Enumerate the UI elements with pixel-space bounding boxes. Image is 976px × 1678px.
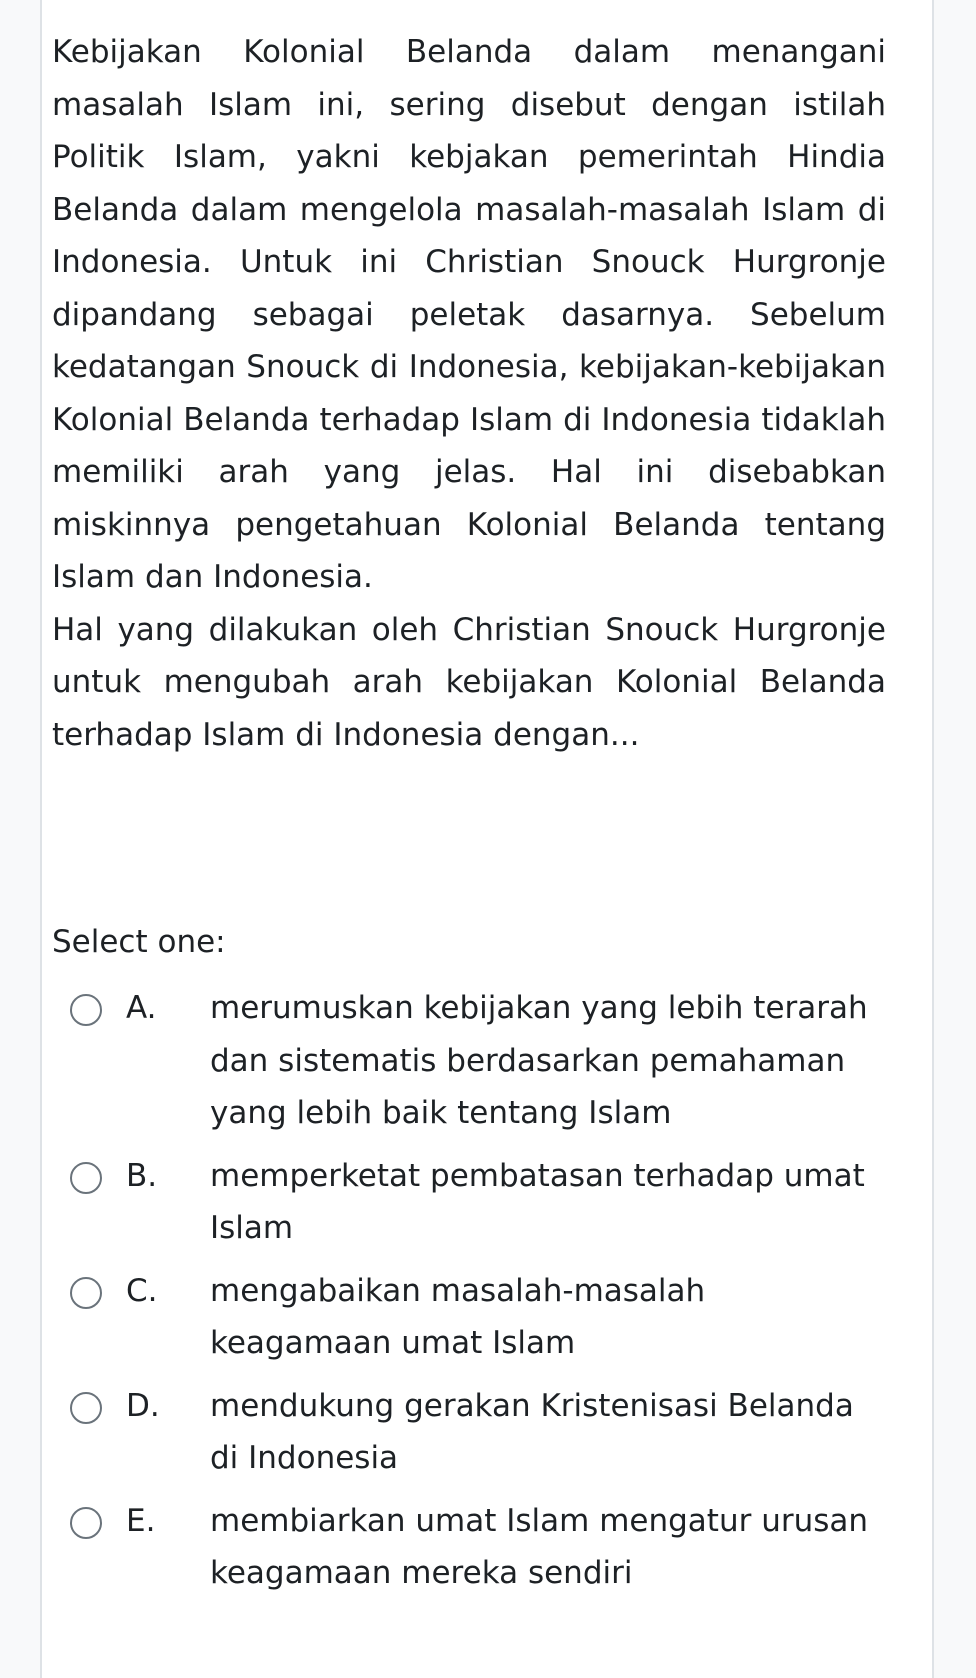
question-paragraph-ask: Hal yang dilakukan oleh Christian Snouck Hurgronje untuk mengubah arah kebijakan Kolonial Belanda terhadap Islam di Indonesia dengan... bbox=[52, 611, 886, 753]
radio-button-e[interactable] bbox=[70, 1507, 102, 1539]
option-b[interactable] bbox=[70, 1150, 870, 1255]
option-text-d: mendukung gerakan Kristenisasi Belanda di Indonesia bbox=[210, 1387, 854, 1476]
option-text-c: mengabaikan masalah-masalah keagamaan umat Islam bbox=[210, 1272, 706, 1361]
option-c[interactable] bbox=[70, 1265, 870, 1370]
radio-button-a[interactable] bbox=[70, 994, 102, 1026]
question-text bbox=[52, 26, 886, 761]
question-paragraph-context: Kebijakan Kolonial Belanda dalam menangani masalah Islam ini, sering disebut dengan istilah Politik Islam, yakni kebjakan pemerintah Hindia Belanda dalam mengelola masalah-masalah Islam di Indonesia. Untuk ini Christian Snouck Hurgronje dipandang sebagai peletak dasarnya. Sebelum kedatangan Snouck di Indonesia, kebijakan-kebijakan Kolonial Belanda terhadap Islam di Indonesia tidaklah memiliki arah yang jelas. Hal ini disebabkan miskinnya pengetahuan Kolonial Belanda tentang Islam dan Indonesia. bbox=[52, 34, 886, 595]
option-letter-d: D. bbox=[126, 1387, 160, 1424]
answer-options bbox=[70, 982, 870, 1600]
option-d[interactable] bbox=[70, 1380, 870, 1485]
radio-button-d[interactable] bbox=[70, 1392, 102, 1424]
select-one-prompt: Select one: bbox=[52, 924, 226, 960]
option-letter-c: C. bbox=[126, 1272, 158, 1309]
radio-button-c[interactable] bbox=[70, 1277, 102, 1309]
option-a[interactable] bbox=[70, 982, 870, 1140]
option-letter-e: E. bbox=[126, 1502, 156, 1539]
option-e[interactable] bbox=[70, 1495, 870, 1600]
option-text-b: memperketat pembatasan terhadap umat Islam bbox=[210, 1157, 865, 1246]
option-text-a: merumuskan kebijakan yang lebih terarah dan sistematis berdasarkan pemahaman yang lebih baik tentang Islam bbox=[210, 990, 868, 1131]
option-text-e: membiarkan umat Islam mengatur urusan keagamaan mereka sendiri bbox=[210, 1502, 869, 1591]
radio-button-b[interactable] bbox=[70, 1162, 102, 1194]
option-letter-a: A. bbox=[126, 990, 157, 1026]
option-letter-b: B. bbox=[126, 1157, 158, 1194]
